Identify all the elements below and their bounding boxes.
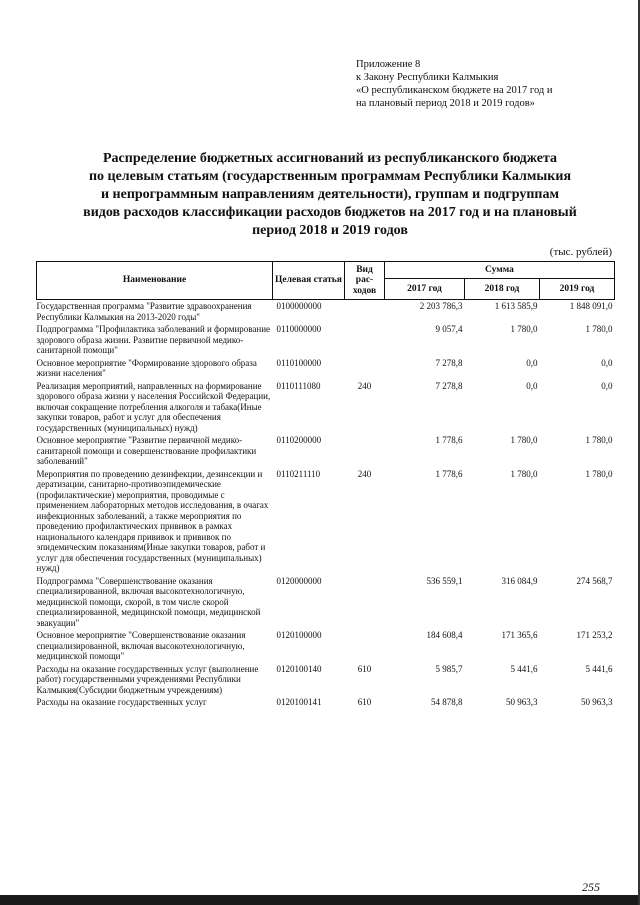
row-2017: 7 278,8	[435, 357, 463, 368]
annex-header	[356, 58, 626, 110]
table-row	[37, 575, 615, 630]
row-name: Основное мероприятие "Совершенствование оказания специализированной, включая высокотехнологичную, медицинской помощи"	[36, 630, 246, 661]
row-2017: 54 878,8	[431, 697, 463, 707]
row-2018: 1 780,0	[510, 468, 538, 479]
header-2019: 2019 год	[540, 279, 615, 300]
budget-table	[36, 261, 615, 709]
row-2018: 1 613 585,9	[494, 301, 538, 311]
table-row	[37, 323, 615, 357]
annex-line-2: к Закону Республики Калмыкия	[356, 72, 499, 83]
row-name: Расходы на оказание государственных услуг (выполнение работ) государственными учреждениями Республики Калмыкия(Субсидии бюджетным учреждениям)	[36, 663, 259, 695]
row-code: 0110111080	[276, 380, 321, 391]
row-2017: 9 057,4	[435, 324, 463, 334]
row-2019: 1 780,0	[585, 324, 613, 334]
row-vid	[345, 323, 385, 357]
annex-line-1: Приложение 8	[356, 59, 421, 70]
table-row	[37, 663, 615, 697]
page-number: 255	[582, 880, 600, 894]
row-2019: 0,0	[601, 357, 613, 368]
row-2019: 171 253,2	[576, 630, 613, 640]
row-2018: 0,0	[526, 357, 538, 368]
header-vid: Вид рас-ходов	[345, 262, 385, 300]
row-code: 0120000000	[276, 575, 322, 586]
row-code: 0110100000	[276, 357, 322, 368]
header-2017: 2017 год	[385, 279, 465, 300]
row-2018: 1 780,0	[510, 435, 538, 445]
row-name: Реализация мероприятий, направленных на формирование здорового образа жизни у населения Российской Федерации, включая сокращение потребления алкоголя и табака(Иные закупки товаров, работ и услуг для обеспечения государственных (муниципальных) нужд)	[36, 380, 271, 433]
row-2017: 536 559,1	[426, 575, 463, 586]
row-2019: 50 963,3	[581, 697, 613, 707]
table-row	[37, 629, 615, 663]
row-code: 0110211110	[276, 468, 321, 479]
title-line-2: по целевым статьям (государственным программам Республики Калмыкия	[88, 169, 572, 184]
header-sum: Сумма	[385, 262, 615, 279]
row-2018: 171 365,6	[501, 630, 538, 640]
row-2018: 50 963,3	[506, 697, 538, 707]
scan-edge-bottom	[0, 895, 640, 905]
row-2017: 1 778,6	[435, 468, 463, 479]
row-2017: 1 778,6	[435, 435, 463, 445]
row-name: Мероприятия по проведению дезинфекции, дезинсекции и дератизации, санитарно-противоэпидемические (профилактические) мероприятия, проводимые с применением лабораторных методов исследования, в очагах инфекционных заболеваний, а также мероприятия по проведению профилактических прививок в рамках национального календаря прививок и прививок по эпидемическим показаниям(Иные закупки товаров, работ и услуг для обеспечения государственных (муниципальных) нужд)	[36, 468, 269, 573]
row-code: 0120100000	[276, 630, 322, 640]
row-vid: 240	[357, 468, 372, 479]
title-line-4: видов расходов классификации расходов бюджетов на 2017 год и на плановый	[83, 205, 577, 220]
row-2019: 1 780,0	[585, 435, 613, 445]
row-name: Подпрограмма "Профилактика заболеваний и формирование здорового образа жизни. Развитие первичной медико-санитарной помощи"	[36, 324, 271, 355]
table-row	[37, 380, 615, 435]
row-code: 0110000000	[276, 324, 322, 334]
row-vid	[345, 357, 385, 380]
row-vid	[345, 300, 385, 324]
units-label: (тыс. рублей)	[549, 246, 612, 258]
row-2017: 2 203 786,3	[419, 301, 463, 311]
header-code: Целевая статья	[273, 262, 345, 300]
row-code: 0120100141	[276, 697, 322, 707]
row-vid: 610	[357, 663, 372, 674]
row-2017: 184 608,4	[426, 630, 463, 640]
table-row	[37, 696, 615, 709]
row-name: Основное мероприятие "Развитие первичной медико-санитарной помощи и совершенствование профилактики заболеваний"	[36, 435, 257, 466]
title-line-3: и непрограммным направлениям деятельности), группам и подгруппам	[100, 187, 560, 202]
row-name: Основное мероприятие "Формирование здорового образа жизни населения"	[36, 357, 257, 378]
title-line-5: период 2018 и 2019 годов	[252, 223, 408, 238]
row-2018: 316 084,9	[501, 575, 538, 586]
row-code: 0120100140	[276, 663, 322, 674]
row-2019: 5 441,6	[585, 663, 613, 674]
row-2019: 1 848 091,0	[569, 301, 613, 311]
document-title	[40, 150, 620, 240]
table-row	[37, 434, 615, 468]
row-2017: 5 985,7	[435, 663, 463, 674]
row-name: Подпрограмма "Совершенствование оказания специализированной, включая высокотехнологичную, медицинской помощи, скорой, в том числе скорой специализированной, медицинской помощи, медицинской эвакуации"	[36, 575, 261, 628]
row-vid	[345, 434, 385, 468]
row-2018: 5 441,6	[510, 663, 538, 674]
row-vid	[345, 629, 385, 663]
table-row	[37, 300, 615, 324]
row-2018: 1 780,0	[510, 324, 538, 334]
row-vid	[345, 575, 385, 630]
title-line-1: Распределение бюджетных ассигнований из республиканского бюджета	[103, 151, 557, 166]
row-code: 0110200000	[276, 435, 322, 445]
header-2018: 2018 год	[465, 279, 540, 300]
annex-line-4: на плановый период 2018 и 2019 годов»	[356, 98, 535, 109]
row-2018: 0,0	[526, 380, 538, 391]
row-name: Государственная программа "Развитие здравоохранения Республики Калмыкия на 2013-2020 годы"	[36, 301, 252, 322]
table-row	[37, 468, 615, 575]
annex-line-3: «О республиканском бюджете на 2017 год и	[356, 85, 553, 96]
row-code: 0100000000	[276, 301, 322, 311]
row-2019: 1 780,0	[585, 468, 613, 479]
row-vid: 240	[357, 380, 372, 391]
table-row	[37, 357, 615, 380]
row-2019: 274 568,7	[576, 575, 613, 586]
row-vid: 610	[357, 697, 372, 707]
row-2019: 0,0	[601, 380, 613, 391]
header-name: Наименование	[37, 262, 273, 300]
row-name: Расходы на оказание государственных услуг	[36, 697, 207, 707]
row-2017: 7 278,8	[435, 380, 463, 391]
